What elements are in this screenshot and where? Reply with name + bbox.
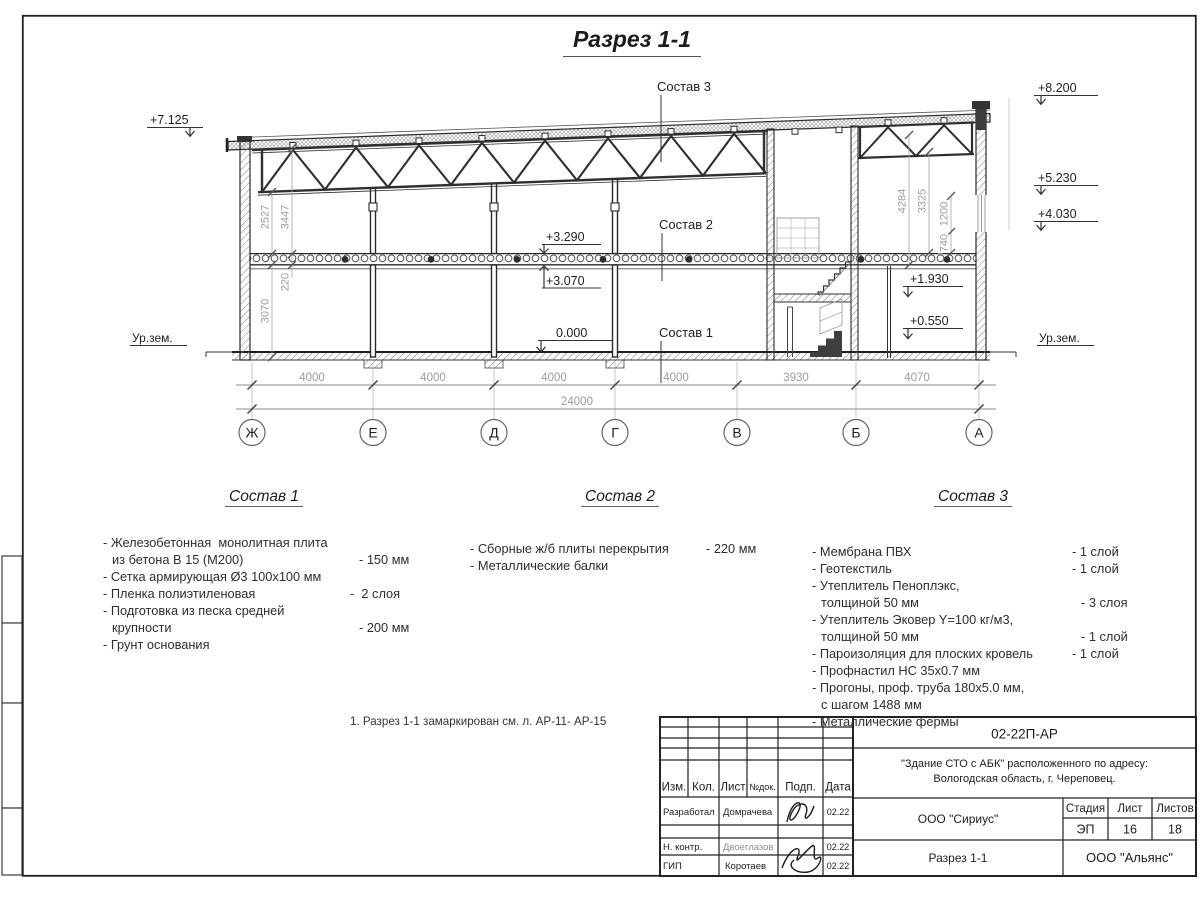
- elev-beam-right: [1034, 207, 1098, 230]
- tb-row1-name: Домрачева: [723, 807, 773, 818]
- callout-labels: [657, 79, 713, 340]
- composition-item-value: - 220 мм: [706, 541, 757, 556]
- svg-text:+3.290: +3.290: [546, 230, 585, 244]
- list-item: [103, 551, 425, 568]
- composition-item-text: крупности: [112, 620, 172, 635]
- list-item: [812, 696, 1134, 713]
- composition-item-text: - Утеплитель Пеноплэкс,: [812, 578, 960, 593]
- composition-item-text: - Сборные ж/б плиты перекрытия: [470, 541, 669, 556]
- composition-2-title: Состав 2: [470, 488, 770, 507]
- elev-floor-bottom: [540, 266, 602, 288]
- tb-row1-date: 02.22: [826, 807, 850, 817]
- dims-right-bay: [897, 131, 956, 269]
- composition-item-text: - Сетка армирующая Ø3 100х100 мм: [103, 569, 322, 584]
- tb-col-podp: Подп.: [785, 781, 816, 794]
- composition-3: [812, 488, 1134, 730]
- composition-item-text: - Грунт основания: [103, 637, 210, 652]
- composition-item-text: - Утеплитель Эковер Y=100 кг/м3,: [812, 612, 1014, 627]
- svg-text:+7.125: +7.125: [150, 113, 189, 127]
- dim-220: 220: [279, 272, 292, 292]
- elev-zero: [537, 326, 613, 352]
- svg-text:+3.070: +3.070: [546, 274, 585, 288]
- tb-stage-value: ЭП: [1076, 822, 1095, 837]
- composition-item-text: толщиной 50 мм: [821, 595, 919, 610]
- composition-1: [103, 488, 425, 653]
- composition-item-value: - 1 слой: [1081, 629, 1128, 644]
- axis-d: Д: [489, 424, 499, 441]
- stairwell-walls: [767, 126, 858, 360]
- composition-1-list: [103, 534, 425, 653]
- list-item: [103, 568, 425, 585]
- svg-text:Ур.зем.: Ур.зем.: [1039, 331, 1080, 345]
- title-block: [660, 717, 1196, 876]
- axis-e: Е: [368, 424, 378, 441]
- tb-col-list: Лист: [720, 781, 746, 794]
- dim-740: 740: [938, 233, 951, 253]
- tb-col-kol: Кол.: [692, 781, 715, 794]
- dim-2527: 2527: [259, 204, 272, 230]
- page-title-text: Разрез 1-1: [563, 26, 701, 57]
- tb-row2-date: 02.22: [826, 842, 850, 852]
- tb-row3-date: 02.22: [826, 861, 850, 871]
- axis-zh: Ж: [245, 424, 259, 441]
- composition-item-text: - Пленка полиэтиленовая: [103, 586, 256, 601]
- composition-item-text: - Подготовка из песка средней: [103, 603, 285, 618]
- tb-org-design: ООО "Сириус": [917, 812, 999, 826]
- tb-project-line1: "Здание СТО с АБК" расположенного по адресу:: [900, 758, 1149, 770]
- tb-sheets-label: Листов: [1156, 803, 1194, 815]
- interior-partition: [888, 266, 891, 358]
- svg-text:0.000: 0.000: [556, 326, 588, 340]
- elev-truss-right: [1034, 171, 1098, 194]
- elev-stair-lower: [903, 314, 963, 339]
- composition-item-text: - Металлические балки: [470, 558, 609, 573]
- tb-row3-role: ГИП: [663, 861, 682, 872]
- left-wall: [237, 136, 252, 360]
- composition-item-value: - 3 слоя: [1081, 595, 1128, 610]
- tb-sheet-label: Лист: [1117, 803, 1143, 815]
- ground-level-right: [1037, 331, 1094, 346]
- elev-floor-top: [540, 230, 602, 253]
- dims-left-bay: [260, 144, 297, 361]
- elev-roof-left: [147, 113, 203, 136]
- axis-g: Г: [611, 424, 619, 441]
- list-item: [812, 628, 1134, 645]
- dim-span-2: 4000: [420, 372, 446, 384]
- axis-b: Б: [851, 424, 861, 441]
- list-item: [812, 713, 1134, 730]
- list-item: [812, 594, 1134, 611]
- tb-sheets-value: 18: [1168, 822, 1182, 837]
- tb-row3-name: Коротаев: [725, 861, 767, 872]
- tb-sheet-value: 16: [1123, 822, 1137, 837]
- dim-span-4: 4000: [663, 372, 689, 384]
- tb-col-doc: №док.: [749, 782, 776, 792]
- list-item: [103, 619, 425, 636]
- composition-item-text: - Мембрана ПВХ: [812, 544, 912, 559]
- dim-span-5: 3930: [783, 372, 809, 384]
- svg-text:+1.930: +1.930: [910, 272, 949, 286]
- composition-item-text: - Пароизоляция для плоских кровель: [812, 646, 1033, 661]
- axis-v: В: [732, 424, 742, 441]
- list-item: [470, 540, 770, 557]
- dim-1200: 1200: [938, 201, 951, 227]
- list-item: [812, 679, 1134, 696]
- frame-left-strip: [2, 556, 22, 875]
- tb-row2-role: Н. контр.: [663, 842, 703, 853]
- composition-item-text: толщиной 50 мм: [821, 629, 919, 644]
- svg-text:Ур.зем.: Ур.зем.: [132, 331, 173, 345]
- building-section: [206, 101, 1016, 368]
- tb-doc-number: 02-22П-АР: [991, 726, 1058, 742]
- tb-row1-role: Разработал: [663, 807, 715, 818]
- callout-sostav-3: Состав 3: [657, 79, 711, 94]
- ground-level-left: [130, 331, 187, 346]
- composition-3-list: [812, 543, 1134, 730]
- svg-text:+8.200: +8.200: [1038, 81, 1077, 95]
- dim-3325: 3325: [916, 188, 929, 214]
- list-item: [812, 560, 1134, 577]
- svg-text:+5.230: +5.230: [1038, 171, 1077, 185]
- axis-a: А: [974, 424, 984, 441]
- list-item: [103, 602, 425, 619]
- list-item: [812, 577, 1134, 594]
- elev-stair-upper: [903, 272, 963, 297]
- composition-1-title: Состав 1: [103, 488, 425, 507]
- stair-landing: [774, 294, 851, 302]
- dim-span-1: 4000: [299, 372, 325, 384]
- composition-item-text: - Профнастил НС 35х0.7 мм: [812, 663, 981, 678]
- dims-bottom: [236, 362, 996, 419]
- list-item: [812, 645, 1134, 662]
- dim-3447: 3447: [279, 204, 292, 230]
- right-wall: [972, 101, 990, 360]
- composition-item-text: - Металлические фермы: [812, 714, 959, 729]
- tb-stage-label: Стадия: [1065, 803, 1106, 815]
- list-item: [103, 534, 425, 551]
- composition-item-value: - 150 мм: [359, 552, 410, 567]
- dim-total: 24000: [561, 396, 593, 408]
- stair-flight-lower: [810, 331, 842, 357]
- tb-sheet-name: Разрез 1-1: [928, 851, 988, 865]
- composition-item-value: - 2 слоя: [350, 586, 401, 601]
- ground: [206, 352, 1016, 368]
- tb-project-line2: Вологодская область, г. Череповец.: [933, 773, 1116, 785]
- composition-item-text: - Прогоны, проф. труба 180х5.0 мм,: [812, 680, 1025, 695]
- composition-2-list: [470, 540, 770, 574]
- composition-item-value: - 1 слой: [1072, 561, 1119, 576]
- composition-item-value: - 1 слой: [1072, 646, 1119, 661]
- dim-3070: 3070: [259, 298, 272, 324]
- dim-span-3: 4000: [541, 372, 567, 384]
- svg-text:+0.550: +0.550: [910, 314, 949, 328]
- axis-bubbles: [239, 420, 992, 446]
- list-item: [103, 636, 425, 653]
- composition-item-value: - 1 слой: [1072, 544, 1119, 559]
- tb-org-builder: ООО "Альянс": [1086, 850, 1173, 865]
- elev-roof-right: [1034, 81, 1098, 104]
- composition-3-title: Состав 3: [812, 488, 1134, 507]
- tb-row2-name: Двоеглазов: [723, 842, 774, 853]
- drawing-note: 1. Разрез 1-1 замаркирован см. л. АР-11- АР-15: [350, 715, 607, 728]
- callout-sostav-2: Состав 2: [659, 217, 713, 232]
- list-item: [103, 585, 425, 602]
- list-item: [812, 662, 1134, 679]
- tb-col-data: Дата: [825, 781, 851, 794]
- list-item: [812, 543, 1134, 560]
- composition-item-text: - Железобетонная монолитная плита: [103, 535, 328, 550]
- dim-4284: 4284: [896, 188, 909, 214]
- composition-2: [470, 488, 770, 574]
- composition-item-text: из бетона В 15 (М200): [112, 552, 244, 567]
- composition-item-value: - 200 мм: [359, 620, 410, 635]
- list-item: [812, 611, 1134, 628]
- composition-item-text: - Геотекстиль: [812, 561, 892, 576]
- callout-sostav-1: Состав 1: [659, 325, 713, 340]
- composition-item-text: с шагом 1488 мм: [821, 697, 922, 712]
- stairwell: [774, 218, 851, 357]
- tb-col-izm: Изм.: [661, 781, 687, 794]
- svg-text:+4.030: +4.030: [1038, 207, 1077, 221]
- list-item: [470, 557, 770, 574]
- dim-span-6: 4070: [904, 372, 930, 384]
